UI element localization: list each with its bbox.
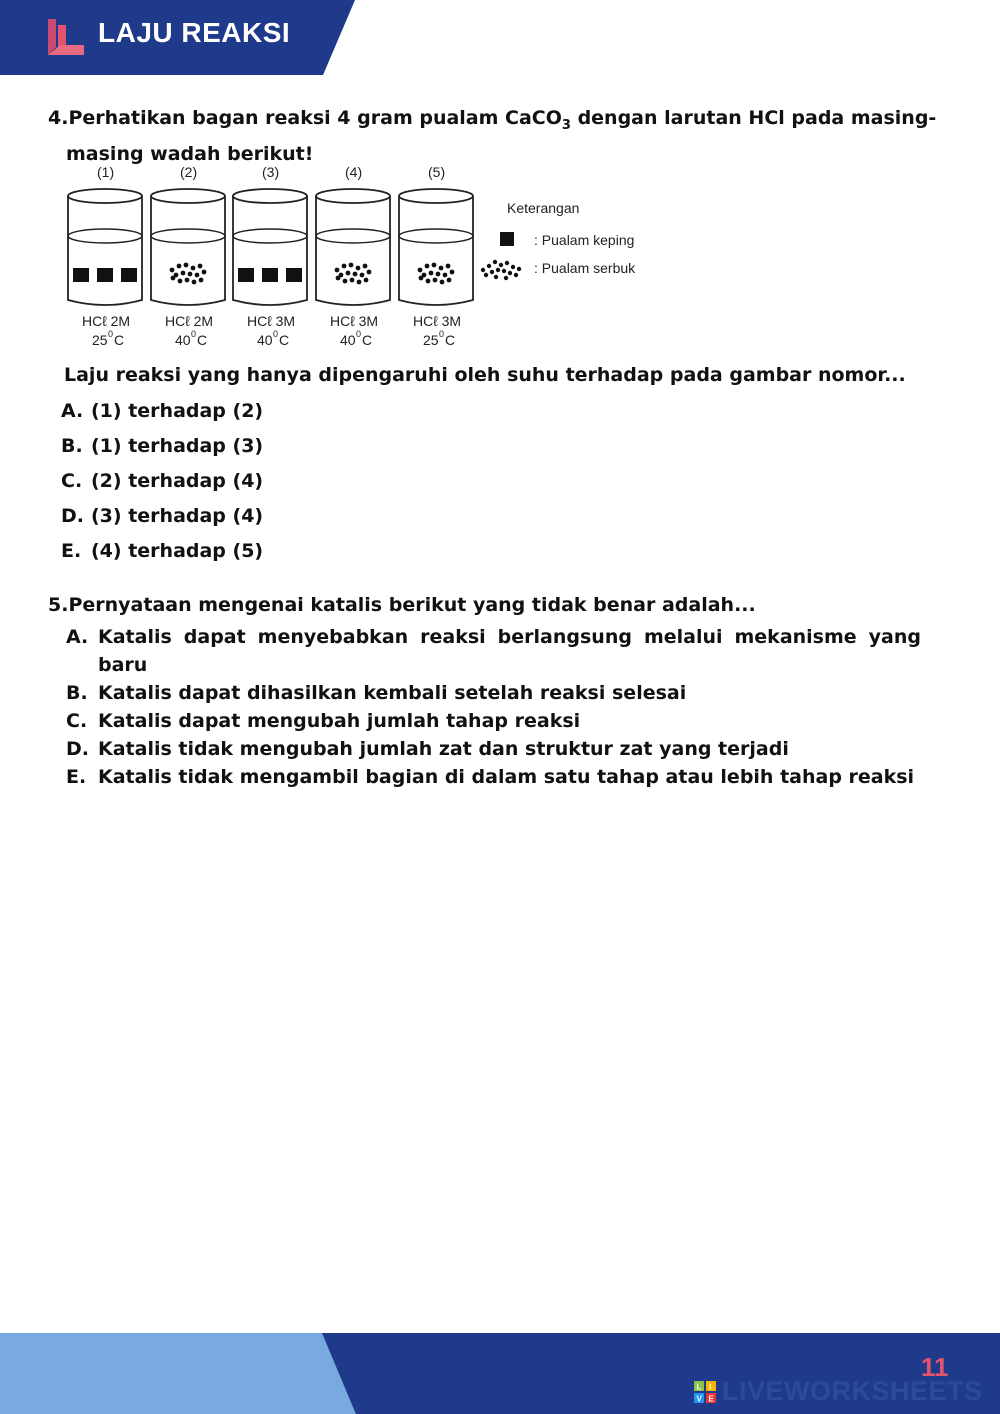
option-a[interactable] (61, 396, 263, 431)
logo-icon (46, 17, 86, 57)
option-b[interactable] (61, 431, 263, 466)
option-letter: E. (66, 766, 87, 788)
pualam-serbuk (195, 273, 200, 278)
pualam-serbuk (364, 278, 369, 283)
option-c[interactable] (61, 466, 263, 501)
option-a[interactable] (66, 623, 921, 679)
option-text: Katalis dapat mengubah jumlah tahap reaksi (98, 710, 581, 732)
beaker-temperature: 40 (340, 332, 356, 348)
option-letter: A. (61, 400, 84, 422)
question-4-prompt: Laju reaksi yang hanya dipengaruhi oleh suhu terhadap pada gambar nomor... (64, 364, 906, 386)
beaker-label: (4) (345, 164, 363, 180)
pualam-serbuk (342, 264, 347, 269)
option-e[interactable] (66, 763, 921, 791)
option-text: Katalis dapat dihasilkan kembali setelah reaksi selesai (98, 682, 687, 704)
liveworksheets-logo-icon (694, 1381, 716, 1403)
beaker-concentration: HCℓ 3M (330, 313, 379, 329)
question-4-number: 4. (48, 107, 69, 129)
option-c[interactable] (66, 707, 921, 735)
pualam-serbuk (346, 271, 351, 276)
pualam-serbuk (353, 272, 358, 277)
pualam-serbuk (446, 264, 451, 269)
beaker-temperature-degree: 0 (108, 329, 114, 339)
pualam-serbuk (335, 268, 340, 273)
beaker-temperature-degree: 0 (439, 329, 445, 339)
beaker-4 (316, 164, 390, 348)
option-text: (1) terhadap (3) (91, 435, 264, 457)
pualam-serbuk (178, 279, 183, 284)
beaker-concentration: HCℓ 2M (165, 313, 214, 329)
pualam-serbuk (198, 264, 203, 269)
pualam-serbuk (443, 273, 448, 278)
beaker-temperature: 25 (423, 332, 439, 348)
beaker-concentration: HCℓ 3M (413, 313, 462, 329)
pualam-serbuk (350, 278, 355, 283)
pualam-serbuk (425, 264, 430, 269)
pualam-serbuk (418, 268, 423, 273)
beaker-label: (5) (428, 164, 446, 180)
question-5-prompt: Pernyataan mengenai katalis berikut yang tidak benar adalah... (68, 594, 756, 616)
pualam-serbuk (357, 280, 362, 285)
pualam-serbuk (360, 273, 365, 278)
badge-letter: E (708, 1394, 714, 1403)
beaker-temperature-degree: 0 (273, 329, 279, 339)
pualam-serbuk (192, 280, 197, 285)
legend-title: Keterangan (507, 200, 580, 216)
beaker-temperature: 40 (257, 332, 273, 348)
question-4-line1: Perhatikan bagan reaksi 4 gram pualam CaCO (68, 107, 562, 129)
beaker-label: (2) (180, 164, 198, 180)
reaction-beakers-figure (60, 160, 650, 360)
option-letter: B. (66, 682, 88, 704)
beaker-temperature-unit: C (197, 332, 208, 348)
option-d[interactable] (61, 501, 263, 536)
pualam-serbuk (343, 279, 348, 284)
page-title: LAJU REAKSI (98, 17, 291, 48)
pualam-serbuk (367, 270, 372, 275)
pualam-serbuk (363, 264, 368, 269)
option-letter: E. (61, 540, 82, 562)
beaker-concentration: HCℓ 3M (247, 313, 296, 329)
pualam-serbuk (419, 276, 424, 281)
question-5-number: 5. (48, 594, 69, 616)
pualam-keping (97, 268, 113, 282)
option-text: Katalis tidak mengambil bagian di dalam satu tahap atau lebih tahap reaksi (98, 766, 915, 788)
pualam-serbuk (170, 268, 175, 273)
pualam-serbuk (191, 266, 196, 271)
pualam-serbuk (349, 263, 354, 268)
option-d[interactable] (66, 735, 921, 763)
beaker-3 (233, 164, 307, 348)
brand-name: LIVEWORKSHEETS (722, 1376, 983, 1406)
beaker-temperature-unit: C (445, 332, 456, 348)
beaker-temperature-unit: C (279, 332, 290, 348)
option-text: (4) terhadap (5) (91, 540, 264, 562)
page-number: 11 (921, 1352, 949, 1382)
option-text: (1) terhadap (2) (91, 400, 264, 422)
beaker-label: (3) (262, 164, 280, 180)
beaker-5 (399, 164, 473, 348)
option-letter: D. (61, 505, 84, 527)
pualam-serbuk (199, 278, 204, 283)
badge-letter: L (696, 1382, 702, 1391)
beaker-temperature-degree: 0 (191, 329, 197, 339)
option-letter: A. (66, 626, 89, 648)
beaker-temperature: 25 (92, 332, 108, 348)
pualam-serbuk (433, 278, 438, 283)
option-text: (2) terhadap (4) (91, 470, 264, 492)
beaker-temperature-unit: C (362, 332, 373, 348)
pualam-serbuk (184, 263, 189, 268)
option-e[interactable] (61, 536, 263, 571)
pualam-serbuk (185, 278, 190, 283)
option-letter: C. (66, 710, 88, 732)
question-4-line1-end: dengan larutan HCl pada masing- (570, 107, 937, 129)
question-4-subscript: 3 (561, 117, 571, 133)
option-text: Katalis tidak mengubah jumlah zat dan struktur zat yang terjadi (98, 738, 789, 760)
option-text: Katalis dapat menyebabkan reaksi berlangsung melalui mekanisme yang baru (98, 626, 921, 676)
option-letter: B. (61, 435, 83, 457)
pualam-keping (73, 268, 89, 282)
badge-letter: I (709, 1382, 712, 1391)
pualam-serbuk (432, 263, 437, 268)
beaker-temperature-degree: 0 (356, 329, 362, 339)
badge-letter: V (696, 1394, 702, 1403)
legend-keping-swatch (500, 232, 514, 246)
beaker-1 (68, 164, 142, 348)
legend-keping-label: : Pualam keping (534, 232, 635, 248)
pualam-serbuk (336, 276, 341, 281)
question-5-options (66, 623, 921, 791)
pualam-keping (262, 268, 278, 282)
pualam-serbuk (356, 266, 361, 271)
beaker-temperature-unit: C (114, 332, 125, 348)
pualam-serbuk (188, 272, 193, 277)
beaker-label: (1) (97, 164, 115, 180)
pualam-serbuk (171, 276, 176, 281)
pualam-serbuk (440, 280, 445, 285)
option-b[interactable] (66, 679, 921, 707)
pualam-keping (286, 268, 302, 282)
option-text: (3) terhadap (4) (91, 505, 264, 527)
legend-serbuk-label: : Pualam serbuk (534, 260, 636, 276)
pualam-keping (238, 268, 254, 282)
legend-serbuk-swatch (481, 260, 521, 280)
beaker-temperature: 40 (175, 332, 191, 348)
pualam-serbuk (429, 271, 434, 276)
pualam-serbuk (202, 270, 207, 275)
question-5-text (48, 594, 756, 616)
pualam-serbuk (447, 278, 452, 283)
pualam-keping (121, 268, 137, 282)
pualam-serbuk (181, 271, 186, 276)
beaker-concentration: HCℓ 2M (82, 313, 131, 329)
pualam-serbuk (450, 270, 455, 275)
beaker-2 (151, 164, 225, 348)
question-4-line2: masing wadah berikut! (66, 142, 314, 165)
liveworksheets-brand[interactable] (694, 1376, 983, 1407)
pualam-serbuk (436, 272, 441, 277)
pualam-serbuk (426, 279, 431, 284)
pualam-serbuk (439, 266, 444, 271)
option-letter: D. (66, 738, 89, 760)
option-letter: C. (61, 470, 83, 492)
question-4-options (61, 396, 263, 571)
pualam-serbuk (177, 264, 182, 269)
